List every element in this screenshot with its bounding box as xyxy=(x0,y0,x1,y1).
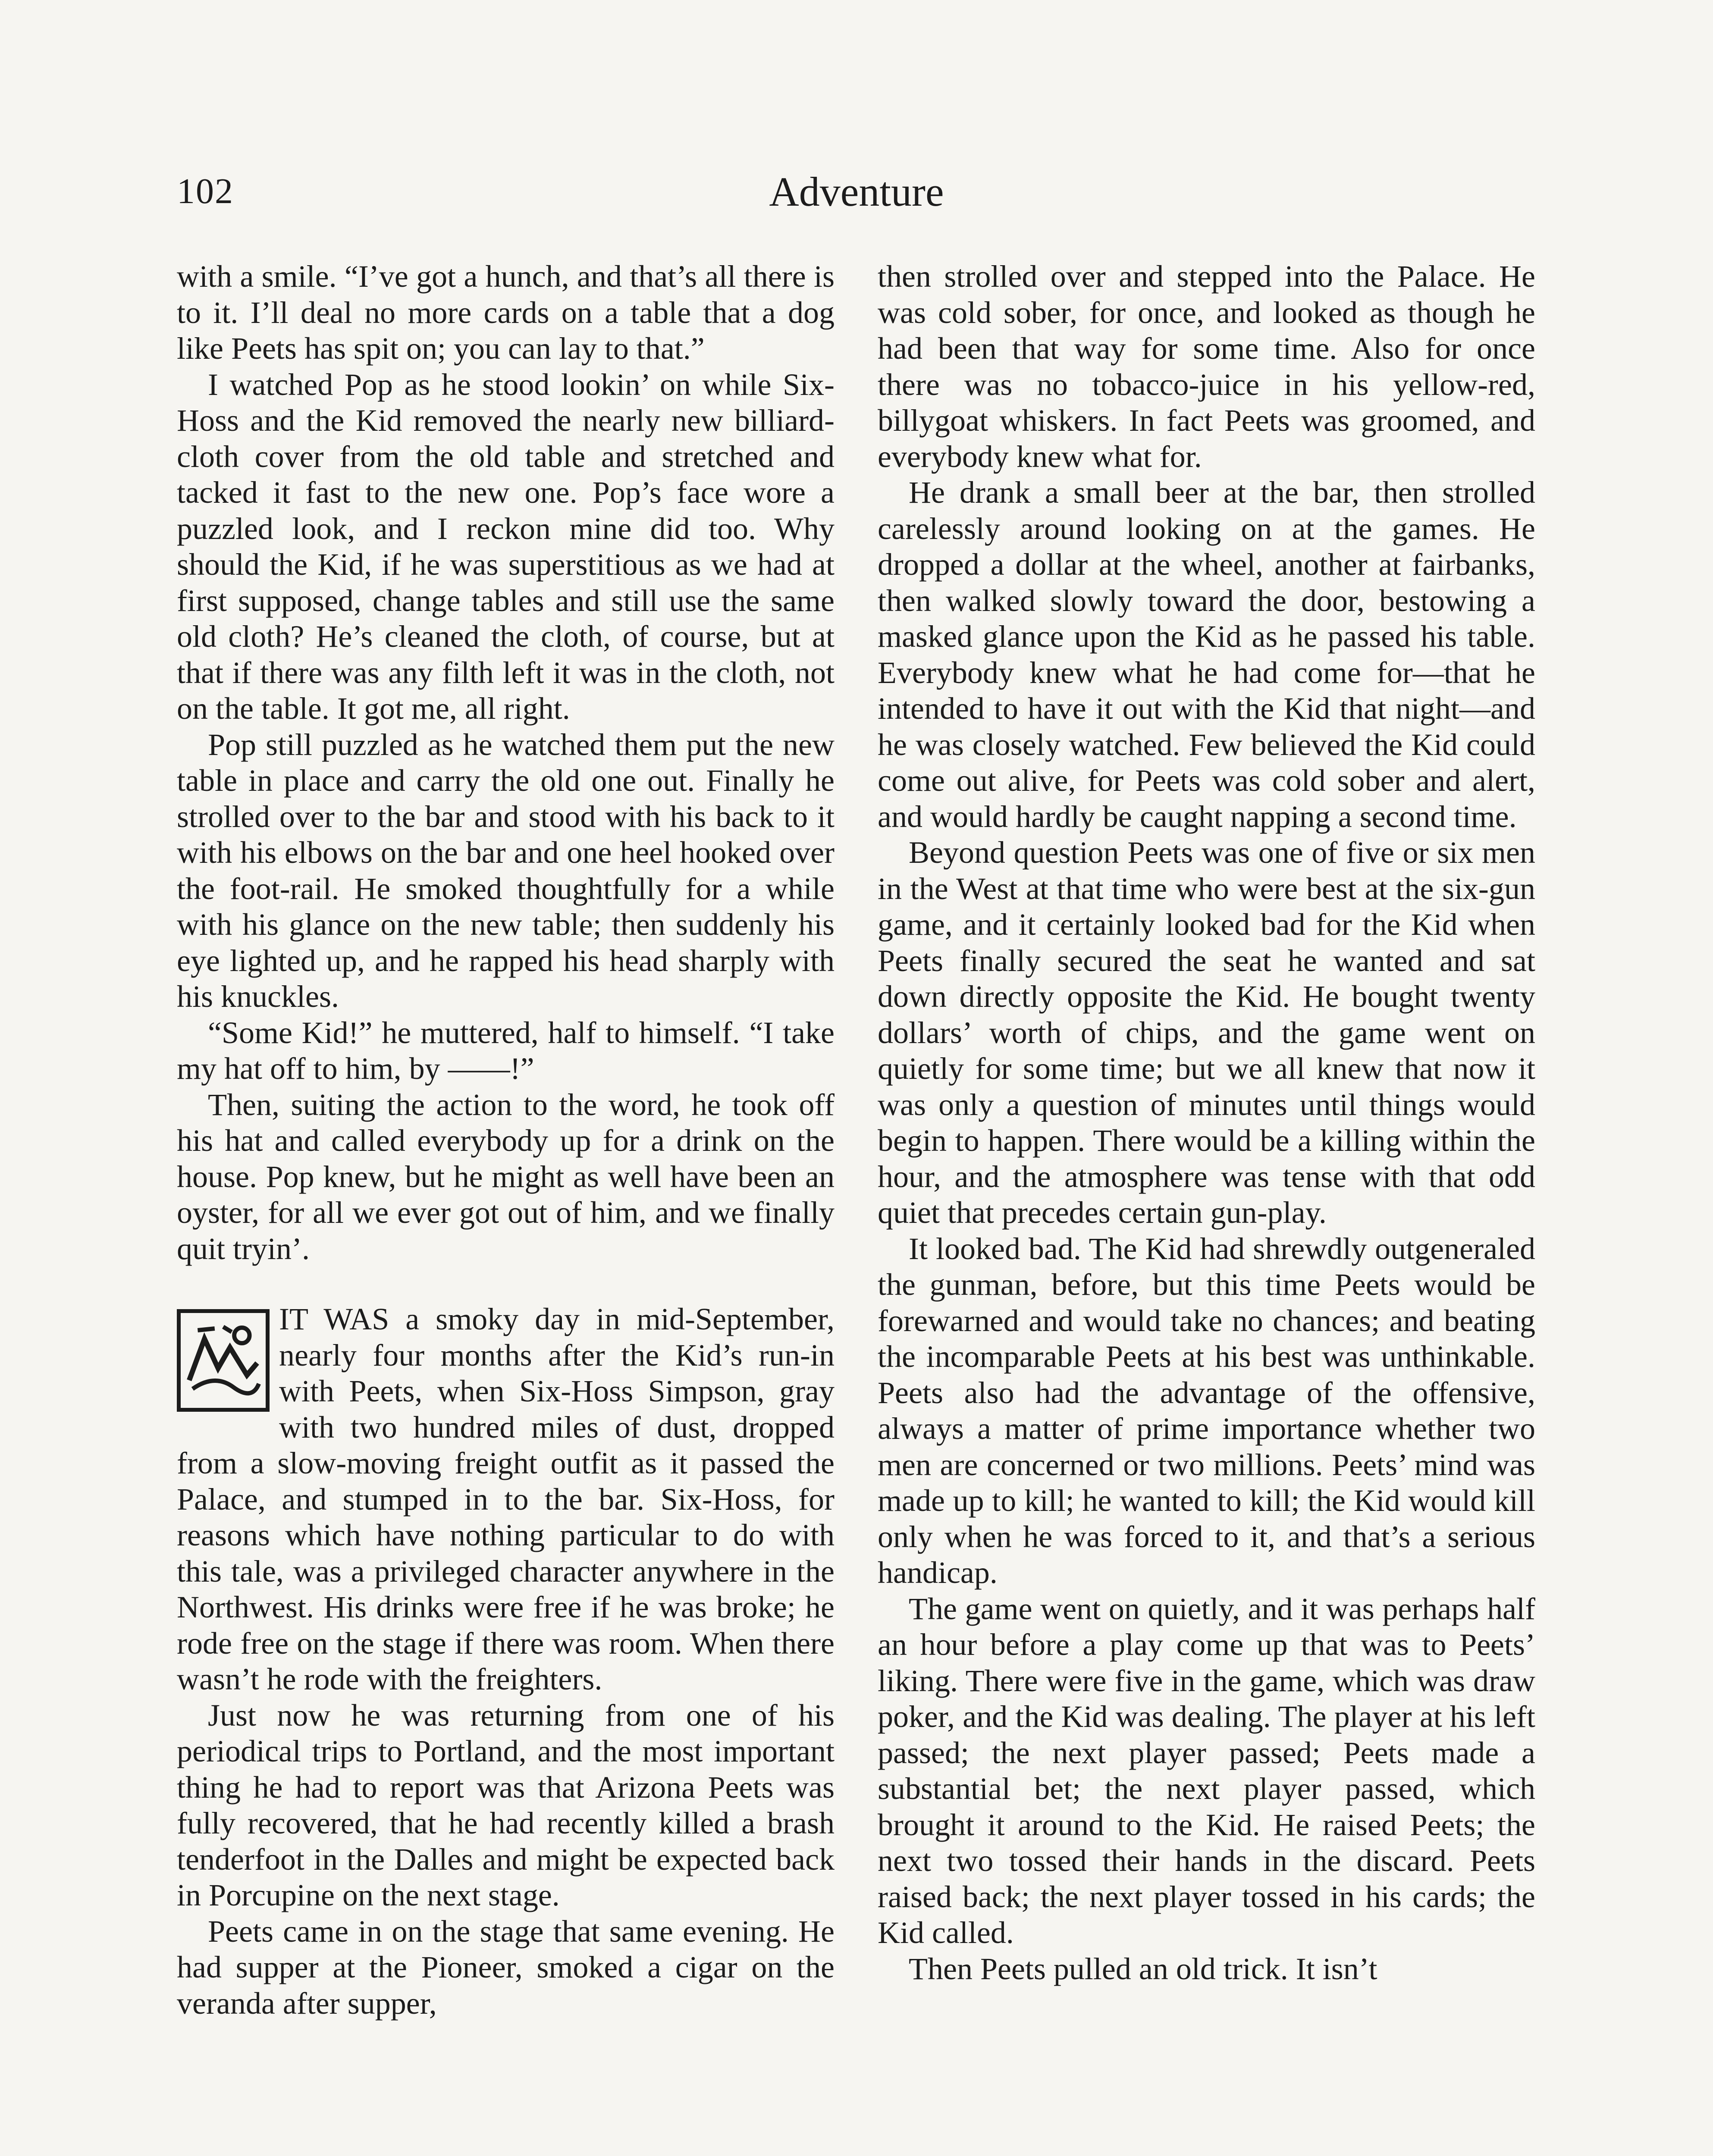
paragraph xyxy=(177,259,835,367)
left-column xyxy=(177,259,835,2021)
page-header xyxy=(177,170,1536,218)
paragraph xyxy=(878,1231,1535,1591)
paragraph-text: then strolled over and stepped into the Palace. He was cold sober, for once, and looked as though he had been that way for some time. Also for once there was no tobacco-juice in his yellow-red, billygoat whiskers. In fact Peets was groomed, and everybody knew what for. xyxy=(878,259,1535,474)
paragraph-text: Just now he was returning from one of his periodical trips to Portland, and the most important thing he had to report was that Arizona Peets was fully recovered, that he had recently killed a brash tenderfoot in the Dalles and might be expected back in Porcupine on the next stage. xyxy=(177,1698,835,1912)
paragraph xyxy=(878,475,1535,835)
paragraph-text: Beyond question Peets was one of five or six men in the West at that time who were best at the six-gun game, and it certainly looked bad for the Kid when Peets finally secured the seat he wanted and sat down directly opposite the Kid. He bought twenty dollars’ worth of chips, and the game went on quietly for some time; but we all knew that now it was only a question of minutes until things would begin to happen. There would be a killing within the hour, and the atmosphere was tense with that odd quiet that precedes certain gun-play. xyxy=(878,835,1535,1230)
paragraph-text: IT WAS a smoky day in mid-September, nearly four months after the Kid’s run-in with Peets, when Six-Hoss Simpson, gray with two hundred miles of dust, dropped from a slow-moving freight outfit as it passed the Palace, and stumped in to the bar. Six-Hoss, for reasons which have nothing particular to do with this tale, was a privileged character anywhere in the Northwest. His drinks were free if he was broke; he rode free on the stage if there was room. When there wasn’t he rode with the freighters. xyxy=(177,1302,835,1696)
paragraph-text: “Some Kid!” he muttered, half to himself. “I take my hat off to him, by ——!” xyxy=(177,1015,835,1086)
paragraph-text: He drank a small beer at the bar, then strolled carelessly around looking on at the games. He dropped a dollar at the wheel, another at fairbanks, then walked slowly toward the door, bestowing a masked glance upon the Kid as he passed his table. Everybody knew what he had come for—that he intended to have it out with the Kid that night—and he was closely watched. Few believed the Kid could come out alive, for Peets was cold sober and alert, and would hardly be caught napping a second time. xyxy=(878,475,1535,834)
paragraph xyxy=(177,367,835,727)
paragraph xyxy=(177,1301,835,1698)
paragraph xyxy=(878,835,1535,1231)
paragraph-text: Then, suiting the action to the word, he took off his hat and called everybody up for a drink on the house. Pop knew, but he might as well have been an oyster, for all we ever got out of him, and we finally quit tryin’. xyxy=(177,1087,835,1266)
paragraph xyxy=(177,1015,835,1087)
paragraph xyxy=(177,1698,835,1914)
paragraph xyxy=(177,727,835,1015)
paragraph xyxy=(878,1951,1535,1987)
paragraph-text: I watched Pop as he stood lookin’ on while Six-Hoss and the Kid removed the nearly new billiard-cloth cover from the old table and stretched and tacked it fast to the new one. Pop’s face wore a puzzled look, and I reckon mine did too. Why should the Kid, if he was superstitious as we had at first supposed, change tables and still use the same old cloth? He’s cleaned the cloth, of course, but at that if there was any filth left it was in the cloth, not on the table. It got me, all right. xyxy=(177,367,835,726)
paragraph-text: Then Peets pulled an old trick. It isn’t xyxy=(909,1951,1377,1986)
section-break xyxy=(177,1267,835,1301)
paragraph-text: It looked bad. The Kid had shrewdly outgeneraled the gunman, before, but this time Peets would be forewarned and would take no chances; and beating the incomparable Peets at his best was unthinkable. Peets also had the advantage of the offensive, always a matter of prime importance whether two men are concerned or two millions. Peets’ mind was made up to kill; he wanted to kill; the Kid would kill only when he was forced to it, and that’s a serious handicap. xyxy=(878,1231,1535,1590)
paragraph xyxy=(177,1914,835,2022)
paragraph xyxy=(878,1591,1535,1951)
paragraph-text: The game went on quietly, and it was perhaps half an hour before a play come up that was to Peets’ liking. There were five in the game, which was draw poker, and the Kid was dealing. The player at his left passed; the next player passed; Peets made a substantial bet; the next player passed, which brought it around to the Kid. He raised Peets; the next two tossed their hands in the discard. Peets raised back; the next player tossed in his cards; the Kid called. xyxy=(878,1591,1535,1950)
page-number: 102 xyxy=(177,171,234,211)
right-column xyxy=(878,259,1535,1987)
paragraph-text: Peets came in on the stage that same evening. He had supper at the Pioneer, smoked a cigar on the veranda after supper, xyxy=(177,1914,835,2021)
paragraph-text: with a smile. “I’ve got a hunch, and that’s all there is to it. I’ll deal no more cards on a table that a dog like Peets has spit on; you can lay to that.” xyxy=(177,259,835,366)
paragraph xyxy=(177,1087,835,1267)
magazine-title: Adventure xyxy=(769,169,944,215)
paragraph xyxy=(878,259,1535,475)
decorative-initial-icon xyxy=(177,1309,270,1412)
paragraph-text: Pop still puzzled as he watched them put the new table in place and carry the old one out. Finally he strolled over to the bar and stood with his back to it with his elbows on the bar and one heel hooked over the foot-rail. He smoked thoughtfully for a while with his glance on the new table; then suddenly his eye lighted up, and he rapped his head sharply with his knuckles. xyxy=(177,727,835,1014)
